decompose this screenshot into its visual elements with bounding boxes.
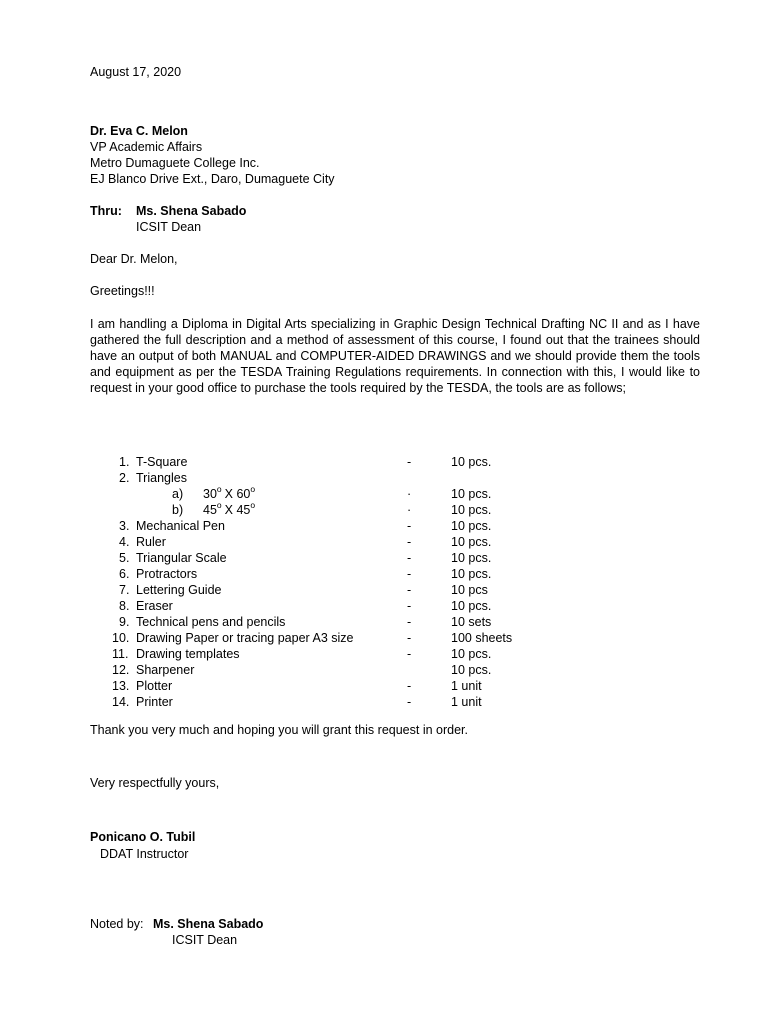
- list-item-separator: ·: [407, 487, 412, 501]
- list-item-name: Lettering Guide: [136, 583, 222, 597]
- noted-title: ICSIT Dean: [172, 933, 238, 947]
- recipient-address: EJ Blanco Drive Ext., Daro, Dumaguete City: [90, 172, 335, 186]
- list-item-separator: -: [407, 519, 412, 533]
- list-item-name: Triangular Scale: [136, 551, 227, 565]
- list-item-separator: -: [407, 647, 412, 661]
- list-item-quantity: 10 pcs.: [451, 647, 492, 661]
- list-item-quantity: 10 pcs.: [451, 599, 492, 613]
- list-item-number: b): [172, 503, 184, 517]
- closing: Very respectfully yours,: [90, 776, 220, 790]
- list-item-number: 4.: [119, 535, 130, 549]
- list-item-number: 8.: [119, 599, 130, 613]
- degree-sign: o: [216, 483, 222, 494]
- list-item-quantity: 100 sheets: [451, 631, 513, 645]
- greeting: Greetings!!!: [90, 284, 155, 298]
- list-item-separator: -: [407, 679, 412, 693]
- list-item-name: Printer: [136, 695, 173, 709]
- list-item-quantity: 10 pcs.: [451, 535, 492, 549]
- list-item-separator: ·: [407, 503, 412, 517]
- list-item-separator: -: [407, 567, 412, 581]
- list-item-number: a): [172, 487, 184, 501]
- list-item-separator: -: [407, 631, 412, 645]
- list-item-number: 10.: [112, 631, 130, 645]
- degree-sign: o: [216, 499, 222, 510]
- list-item-name: Sharpener: [136, 663, 195, 677]
- list-item-quantity: 10 sets: [451, 615, 492, 629]
- list-item-number: 2.: [119, 471, 130, 485]
- list-item-name: Mechanical Pen: [136, 519, 225, 533]
- salutation: Dear Dr. Melon,: [90, 252, 178, 266]
- list-item-name: [203, 499, 256, 517]
- signatory-title: DDAT Instructor: [100, 847, 189, 861]
- angle-a: 45: [203, 503, 217, 517]
- list-item-number: 6.: [119, 567, 130, 581]
- list-item-separator: -: [407, 695, 412, 709]
- recipient-org: Metro Dumaguete College Inc.: [90, 156, 260, 170]
- list-item-quantity: 10 pcs.: [451, 567, 492, 581]
- list-item-quantity: 10 pcs.: [451, 663, 492, 677]
- recipient-name: Dr. Eva C. Melon: [90, 124, 188, 138]
- list-item-number: 7.: [119, 583, 130, 597]
- list-item-number: 9.: [119, 615, 130, 629]
- list-item-name: Plotter: [136, 679, 173, 693]
- list-item-separator: -: [407, 583, 412, 597]
- thru-label: Thru:: [90, 204, 122, 218]
- list-item-number: 11.: [112, 647, 129, 661]
- list-item-number: 5.: [119, 551, 130, 565]
- degree-sign: o: [250, 483, 256, 494]
- list-item-separator: -: [407, 455, 412, 469]
- closing-line: Thank you very much and hoping you will grant this request in order.: [90, 723, 468, 737]
- list-item-separator: -: [407, 615, 412, 629]
- list-item-quantity: 10 pcs.: [451, 455, 492, 469]
- list-item-name: Technical pens and pencils: [136, 615, 286, 629]
- degree-sign: o: [250, 499, 256, 510]
- list-item-quantity: 10 pcs.: [451, 519, 492, 533]
- list-item-number: 12.: [112, 663, 130, 677]
- list-item-number: 3.: [119, 519, 130, 533]
- list-item-quantity: 10 pcs: [451, 583, 488, 597]
- list-item-number: 14.: [112, 695, 130, 709]
- list-item-quantity: 1 unit: [451, 695, 482, 709]
- list-item-quantity: 10 pcs.: [451, 551, 492, 565]
- angle-b: X 60: [224, 487, 251, 501]
- list-item-name: Ruler: [136, 535, 166, 549]
- list-item-separator: -: [407, 599, 412, 613]
- list-item-number: 13.: [112, 679, 130, 693]
- list-item-name: Protractors: [136, 567, 198, 581]
- list-item-quantity: 10 pcs.: [451, 503, 492, 517]
- recipient-title: VP Academic Affairs: [90, 140, 203, 154]
- list-item-quantity: 10 pcs.: [451, 487, 492, 501]
- list-item-name: Drawing templates: [136, 647, 240, 661]
- noted-label: Noted by:: [90, 917, 144, 931]
- body-paragraph: I am handling a Diploma in Digital Arts specializing in Graphic Design Technical Drafting NC II and as I have gathered the full description and a method of assessment of this course, I found out that the trainees should have an output of both MANUAL and COMPUTER-AIDED DRAWINGS and we should provide them the tools and equipment as per the TESDA Training Regulations requirements. In connection with this, I would like to request in your good office to purchase the tools required by the TESDA, the tools are as follows;: [90, 317, 700, 395]
- list-item-name: [203, 483, 256, 501]
- noted-name: Ms. Shena Sabado: [153, 917, 264, 931]
- list-item-name: Eraser: [136, 599, 173, 613]
- list-item-name: Triangles: [136, 471, 187, 485]
- list-item-name: Drawing Paper or tracing paper A3 size: [136, 631, 354, 645]
- thru-name: Ms. Shena Sabado: [136, 204, 247, 218]
- angle-b: X 45: [224, 503, 251, 517]
- letter-date: August 17, 2020: [90, 65, 182, 79]
- angle-a: 30: [203, 487, 217, 501]
- thru-title: ICSIT Dean: [136, 220, 202, 234]
- list-item-separator: -: [407, 535, 412, 549]
- list-item-quantity: 1 unit: [451, 679, 482, 693]
- list-item-separator: -: [407, 551, 412, 565]
- list-item-number: 1.: [119, 455, 130, 469]
- signatory-name: Ponicano O. Tubil: [90, 830, 196, 844]
- list-item-name: T-Square: [136, 455, 188, 469]
